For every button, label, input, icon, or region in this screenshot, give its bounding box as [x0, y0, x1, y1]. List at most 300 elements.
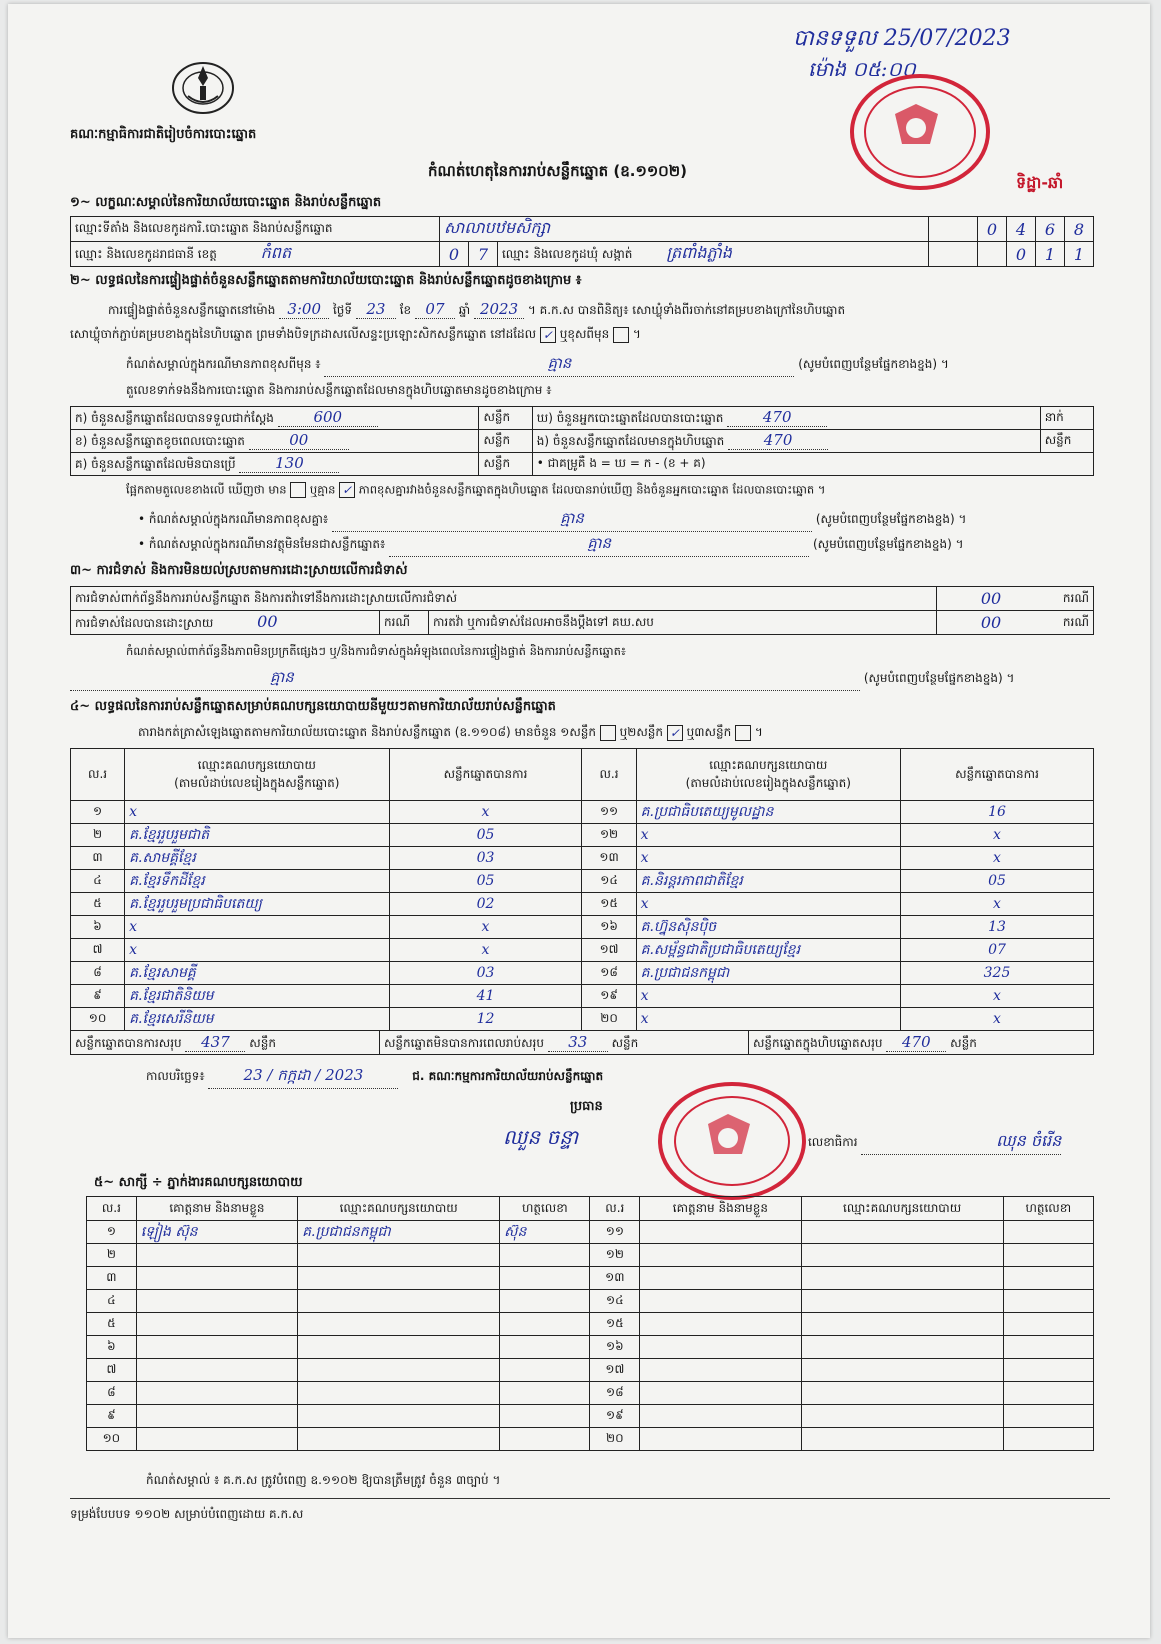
witness-signature[interactable] — [1003, 1428, 1093, 1451]
party-number: ៤ — [71, 870, 125, 893]
witness-number: ១៩ — [590, 1405, 640, 1428]
party-number: ១១ — [582, 801, 636, 824]
fill-hint: (សូមបំពេញបន្ថែមផ្នែកខាងខ្នង) ។ — [798, 357, 949, 371]
witness-number: ៧ — [87, 1359, 137, 1382]
month-label: ខែ — [399, 303, 412, 317]
party-name: x — [125, 939, 389, 962]
table-row — [87, 1428, 1094, 1451]
table-row — [87, 1313, 1094, 1336]
party-name: គ.ខ្មែររួបរួមជាតិ — [125, 824, 389, 847]
witness-signature[interactable] — [500, 1405, 590, 1428]
unit: សន្លឹក — [479, 430, 532, 453]
table-row — [87, 1359, 1094, 1382]
witness-party[interactable] — [298, 1290, 500, 1313]
witness-signature[interactable] — [1003, 1290, 1093, 1313]
foreign-object-note-value: គ្មាន — [389, 534, 809, 557]
witness-number: ២ — [87, 1244, 137, 1267]
witness-number: ៦ — [87, 1336, 137, 1359]
witness-party[interactable] — [298, 1428, 500, 1451]
spoiled-ballots-value: 00 — [249, 431, 349, 450]
period: ។ — [754, 725, 763, 739]
witness-name[interactable] — [136, 1313, 297, 1336]
seal-intact-text: សោឃ្លុំចាក់ភ្ជាប់គម្របខាងក្នុងនៃហិបឆ្នោត ព្រមទាំងបិទក្រដាសលើសន្ទះប្រឡោះសិកសន្លឹកឆ្នោត នៅដដែល — [70, 327, 537, 341]
party-number: ១៣ — [582, 847, 636, 870]
witness-name[interactable] — [136, 1359, 297, 1382]
witness-signature[interactable]: ស៊ុន — [500, 1221, 590, 1244]
party-votes: 12 — [389, 1008, 582, 1031]
commune-code-digit: 0 — [1007, 242, 1036, 267]
party-name: x — [125, 801, 389, 824]
witness-party[interactable] — [801, 1313, 1003, 1336]
party-number: ១៧ — [582, 939, 636, 962]
table-row — [87, 1290, 1094, 1313]
resolved-value: 00 — [257, 612, 278, 631]
party-votes: x — [389, 916, 582, 939]
witness-signature[interactable] — [1003, 1336, 1093, 1359]
party-votes: 13 — [901, 916, 1094, 939]
col-votes-header: សន្លឹកឆ្នោតបានការ — [901, 749, 1094, 801]
party-name: x — [636, 1008, 900, 1031]
seal-note-value: គ្មាន — [324, 354, 794, 377]
party-number: ២០ — [582, 1008, 636, 1031]
unused-ballots-value: 130 — [239, 454, 339, 473]
witness-signature[interactable] — [500, 1428, 590, 1451]
party-name: គ.ប្រជាជនកម្ពុជា — [636, 962, 900, 985]
witness-party[interactable] — [801, 1244, 1003, 1267]
witness-col-no: ល.រ — [87, 1197, 137, 1221]
party-number: ៦ — [71, 916, 125, 939]
party-number: ១ — [71, 801, 125, 824]
footer-note: កំណត់សម្គាល់ ៖ គ.ក.ស ត្រូវបំពេញ ឧ.១១០២ ឱ្យបានត្រឹមត្រូវ ចំនួន ៣ច្បាប់ ។ — [146, 1473, 501, 1487]
verification-line-1 — [108, 300, 1098, 320]
verification-year: 2023 — [474, 300, 524, 319]
witness-col-name: គោត្តនាម និងនាមខ្លួន — [136, 1197, 297, 1221]
party-number: ១៤ — [582, 870, 636, 893]
witness-col-party: ឈ្មោះគណបក្សនយោបាយ — [298, 1197, 500, 1221]
col-party-header — [636, 749, 900, 801]
witness-signature[interactable] — [500, 1244, 590, 1267]
party-name: គ.ខ្មែរសាមគ្គី — [125, 962, 389, 985]
secretary-signature: ឈុន ចំរើន — [861, 1130, 1061, 1155]
party-name: គ.ខ្មែររួបរួមប្រជាធិបតេយ្យ — [125, 893, 389, 916]
ballot-figures-table — [70, 406, 1094, 476]
table-row — [71, 870, 1094, 893]
table-row — [71, 939, 1094, 962]
party-name: x — [636, 985, 900, 1008]
witness-number: ១១ — [590, 1221, 640, 1244]
col-votes-header: សន្លឹកឆ្នោតបានការ — [389, 749, 582, 801]
witness-party[interactable] — [298, 1313, 500, 1336]
col-party-subtitle: (តាមលំដាប់លេខរៀងក្នុងសន្លឹកឆ្នោត) — [685, 775, 851, 790]
location-code-digit: 6 — [1036, 217, 1065, 242]
objections-label: ការជំទាស់ពាក់ព័ន្ធនឹងការរាប់សន្លឹកឆ្នោត និងការតវ៉ាទៅនឹងការដោះស្រាយលើការជំទាស់ — [71, 587, 937, 611]
party-number: ១២ — [582, 824, 636, 847]
witness-number: ៨ — [87, 1382, 137, 1405]
witness-party[interactable] — [801, 1405, 1003, 1428]
witness-signature[interactable] — [500, 1267, 590, 1290]
discrepancy-text: ឬគ្មាន — [309, 482, 336, 497]
secretary-label: លេខាធិការ — [808, 1135, 858, 1149]
witness-signature[interactable] — [1003, 1359, 1093, 1382]
witness-col-signature: ហត្ថលេខា — [500, 1197, 590, 1221]
received-ballots-label: ក) ចំនួនសន្លឹកឆ្នោតដែលបានទទួលជាក់ស្តែង — [75, 411, 274, 425]
party-number: ១៦ — [582, 916, 636, 939]
official-stamp-bottom — [658, 1082, 806, 1200]
date-label: កាលបរិច្ឆេទ៖ — [146, 1069, 205, 1083]
difference-note-value: គ្មាន — [332, 509, 812, 532]
verification-text: ការផ្ទៀងផ្ទាត់ចំនួនសន្លឹកឆ្នោតនៅម៉ោង — [108, 303, 276, 317]
party-number: ១៩ — [582, 985, 636, 1008]
province-value: កំពត — [260, 243, 292, 262]
party-votes: 05 — [389, 824, 582, 847]
fill-hint: (សូមបំពេញបន្ថែមផ្នែកខាងខ្នង) ។ — [815, 512, 967, 526]
commune-code-digit: 1 — [1065, 242, 1094, 267]
red-stamp-note: ទិដ្ឋា-ឆាំ — [1016, 173, 1064, 192]
commune-label: ឈ្មោះ និងលេខកូដឃុំ សង្កាត់ — [502, 247, 633, 261]
location-code-digit: 8 — [1065, 217, 1094, 242]
witness-name[interactable] — [640, 1359, 801, 1382]
witness-number: ២០ — [590, 1428, 640, 1451]
witness-name[interactable]: ឡៀង ស៊ុន — [136, 1221, 297, 1244]
witness-name[interactable] — [136, 1428, 297, 1451]
witness-party[interactable] — [801, 1428, 1003, 1451]
col-party-header — [125, 749, 389, 801]
province-label: ឈ្មោះ និងលេខកូដរាជធានី ខេត្ត — [75, 247, 217, 261]
table-row — [71, 962, 1094, 985]
section-4-heading: ៤~ លទ្ធផលនៃការរាប់សន្លឹកឆ្នោតសម្រាប់គណបក្សនយោបាយនីមួយៗតាមការិយាល័យរាប់សន្លឹកឆ្នោត — [70, 699, 556, 714]
table-row — [87, 1244, 1094, 1267]
discrepancy-text: ភាពខុសគ្នារវាងចំនួនសន្លឹកឆ្នោតក្នុងហិបឆ្នោត ដែលបានរាប់ឃើញ និងចំនួនអ្នកបោះឆ្នោត ដែលបានបោះឆ្នោត ។ — [358, 482, 826, 497]
chair-label: ប្រធាន — [570, 1099, 603, 1114]
received-note-line1: បានទទួល 25/07/2023 — [793, 26, 1011, 51]
party-votes: 02 — [389, 893, 582, 916]
seal-note-label: កំណត់សម្គាល់ក្នុងករណីមានភាពខុសពីមុន ៖ — [126, 357, 321, 371]
commune-value: ត្រពាំងភ្លាំង — [666, 243, 732, 262]
location-code-digit: 0 — [978, 217, 1007, 242]
party-number: ៨ — [71, 962, 125, 985]
table-row — [71, 801, 1094, 824]
party-name: គ.ខ្មែរទឹកដីខ្មែរ — [125, 870, 389, 893]
party-number: ៧ — [71, 939, 125, 962]
table-row — [71, 916, 1094, 939]
valid-total-label: សន្លឹកឆ្នោតបានការសរុប — [75, 1035, 182, 1050]
witness-name[interactable] — [640, 1290, 801, 1313]
party-number: ២ — [71, 824, 125, 847]
three-sheets-checkbox[interactable] — [735, 725, 751, 741]
witness-number: ១០ — [87, 1428, 137, 1451]
witness-table — [86, 1196, 1094, 1451]
totals-table — [70, 1030, 1094, 1055]
table-row — [87, 1336, 1094, 1359]
party-number: ៣ — [71, 847, 125, 870]
party-number: ១៨ — [582, 962, 636, 985]
tally-sheet-text: ឬ២សន្លឹក — [619, 725, 664, 739]
date-value: 23 / កក្កដា / 2023 — [208, 1066, 398, 1089]
nec-emblem-icon — [168, 56, 238, 116]
difference-note-label: • កំណត់សម្គាល់ក្នុងករណីមានភាពខុសគ្នា៖ — [138, 512, 329, 526]
party-votes: x — [901, 824, 1094, 847]
section-5-heading: ៥~ សាក្សី ÷ ភ្នាក់ងារគណបក្សនយោបាយ — [94, 1175, 303, 1190]
party-votes: 07 — [901, 939, 1094, 962]
unit: សន្លឹក — [950, 1035, 977, 1050]
col-party-subtitle: (តាមលំដាប់លេខរៀងក្នុងសន្លឹកឆ្នោត) — [174, 775, 340, 790]
official-stamp-top — [850, 74, 990, 190]
party-number: ៩ — [71, 985, 125, 1008]
unit: ករណី — [380, 611, 429, 635]
table-row — [87, 1405, 1094, 1428]
witness-signature[interactable] — [1003, 1313, 1093, 1336]
witness-number: ១៣ — [590, 1267, 640, 1290]
party-votes: 16 — [901, 801, 1094, 824]
section-1-table — [70, 216, 1094, 267]
party-number: ១០ — [71, 1008, 125, 1031]
foreign-object-note-line — [138, 534, 964, 557]
verification-text: ។ គ.ក.ស បានពិនិត្យ៖ សោឃ្លុំទាំងពីរចាក់នៅគម្របខាងក្រៅនៃហិបឆ្នោត — [527, 303, 846, 317]
verification-line-2 — [70, 326, 641, 344]
irregularity-note: កំណត់សម្គាល់ពាក់ព័ន្ធនឹងភាពមិនប្រក្រតីផ្សេងៗ ឬ/និងការជំទាស់ក្នុងអំឡុងពេលនៃការផ្ទៀងផ្ទាត់ និងការរាប់សន្លឹកឆ្នោត៖ — [126, 644, 626, 658]
form-footer: ទម្រង់បែបបទ ១១០២ សម្រាប់បំពេញដោយ គ.ក.ស — [70, 1507, 304, 1521]
witness-signature[interactable] — [500, 1313, 590, 1336]
col-no-header: ល.រ — [71, 749, 125, 801]
section-2-heading: ២~ លទ្ធផលនៃការផ្ទៀងផ្ទាត់ចំនួនសន្លឹកឆ្នោតតាមការិយាល័យបោះឆ្នោត និងរាប់សន្លឹកឆ្នោតដូចខាងក្រោម ៖ — [70, 273, 582, 288]
witness-number: ១៤ — [590, 1290, 640, 1313]
party-votes: 325 — [901, 962, 1094, 985]
unit: សន្លឹក — [249, 1035, 276, 1050]
witness-party[interactable] — [298, 1244, 500, 1267]
party-votes: 05 — [901, 870, 1094, 893]
party-votes: x — [901, 893, 1094, 916]
witness-party[interactable] — [298, 1359, 500, 1382]
witness-number: ៤ — [87, 1290, 137, 1313]
resolved-label: ការជំទាស់ដែលបានដោះស្រាយ — [75, 616, 214, 630]
witness-party[interactable] — [298, 1267, 500, 1290]
table-row — [71, 985, 1094, 1008]
witness-number: ៣ — [87, 1267, 137, 1290]
party-votes: 05 — [389, 870, 582, 893]
voters-value: 470 — [727, 408, 827, 427]
witness-name[interactable] — [136, 1244, 297, 1267]
location-value: សាលាបឋមសិក្សា — [440, 217, 929, 242]
party-name: គ.សម្ព័ន្ធជាតិប្រជាធិបតេយ្យខ្មែរ — [636, 939, 900, 962]
witness-number: ១៧ — [590, 1359, 640, 1382]
party-name: x — [636, 847, 900, 870]
witness-signature[interactable] — [500, 1382, 590, 1405]
witness-number: ១៦ — [590, 1336, 640, 1359]
party-votes: x — [901, 1008, 1094, 1031]
party-results-table — [70, 748, 1094, 1031]
witness-name[interactable] — [640, 1313, 801, 1336]
unit: សន្លឹក — [479, 407, 532, 430]
party-name: គ.សាមគ្គីខ្មែរ — [125, 847, 389, 870]
section-1-heading: ១~ លក្ខណៈសម្គាល់នៃការិយាល័យបោះឆ្នោត និងរាប់សន្លឹកឆ្នោត — [70, 195, 382, 210]
unit: ករណី — [1045, 611, 1094, 635]
unit: នាក់ — [1040, 407, 1093, 430]
ballots-in-box-value: 470 — [728, 431, 828, 450]
party-name: គ.ប្រជាធិបតេយ្យមូលដ្ឋាន — [636, 801, 900, 824]
party-name: គ.ខ្មែរសេរីនិយម — [125, 1008, 389, 1031]
party-name: x — [125, 916, 389, 939]
witness-name[interactable] — [640, 1382, 801, 1405]
discrepancy-line — [126, 482, 825, 500]
seal-intact-checkbox[interactable]: ✓ — [540, 327, 556, 343]
section-3-heading: ៣~ ការជំទាស់ និងការមិនយល់ស្របតាមការដោះស្រាយលើការជំទាស់ — [70, 563, 408, 578]
witness-signature[interactable] — [500, 1290, 590, 1313]
province-code-digit: 0 — [440, 242, 469, 267]
invalid-total-value: 33 — [548, 1033, 608, 1052]
witness-col-party: ឈ្មោះគណបក្សនយោបាយ — [801, 1197, 1003, 1221]
witness-name[interactable] — [640, 1336, 801, 1359]
seal-note-line — [126, 354, 949, 377]
voters-label: ឃ) ចំនួនអ្នកបោះឆ្នោតដែលបានបោះឆ្នោត — [536, 411, 724, 425]
witness-party[interactable]: គ.ប្រជាជនកម្ពុជា — [298, 1221, 500, 1244]
tally-sheet-text: តារាងកត់ត្រាសំឡេងឆ្នោតតាមការិយាល័យបោះឆ្នោត និងរាប់សន្លឹកឆ្នោត (ឧ.១១០៨) មានចំនួន ១សន្លឹក — [138, 725, 596, 739]
period: ។ — [632, 327, 641, 341]
province-code-digit: 7 — [469, 242, 498, 267]
witness-name[interactable] — [640, 1428, 801, 1451]
witness-name[interactable] — [640, 1221, 801, 1244]
spoiled-ballots-label: ខ) ចំនួនសន្លឹកឆ្នោតខូចពេលបោះឆ្នោត — [75, 434, 245, 448]
party-name: x — [636, 824, 900, 847]
committee-label: ជ. គណៈកម្មការការិយាល័យរាប់សន្លឹកឆ្នោត — [412, 1069, 604, 1083]
appeal-label: ការតវ៉ា ឬការជំទាស់ដែលអាចនឹងប្តឹងទៅ គឃ.សប — [429, 611, 937, 635]
unit: សន្លឹក — [479, 453, 532, 476]
witness-number: ៥ — [87, 1313, 137, 1336]
one-sheet-checkbox[interactable] — [600, 725, 616, 741]
tally-sheet-line — [138, 724, 763, 742]
two-sheets-checkbox[interactable]: ✓ — [667, 725, 683, 741]
appeal-value: 00 — [937, 611, 1046, 635]
table-row — [71, 893, 1094, 916]
foreign-object-note-label: • កំណត់សម្គាល់ក្នុងករណីមានវត្ថុមិនមែនជាសន្លឹកឆ្នោត៖ — [138, 537, 386, 551]
witness-party[interactable] — [801, 1359, 1003, 1382]
irregularity-note-value: គ្មាន — [70, 668, 860, 691]
irregularity-note-line — [70, 668, 1014, 691]
fill-hint: (សូមបំពេញបន្ថែមផ្នែកខាងខ្នង) ។ — [863, 671, 1015, 685]
discrepancy-no-checkbox[interactable]: ✓ — [339, 482, 355, 498]
witness-name[interactable] — [640, 1267, 801, 1290]
witness-party[interactable] — [801, 1382, 1003, 1405]
party-votes: 41 — [389, 985, 582, 1008]
party-votes: 03 — [389, 847, 582, 870]
box-total-label: សន្លឹកឆ្នោតក្នុងហិបឆ្នោតសរុប — [753, 1035, 883, 1050]
verification-day: 23 — [356, 300, 396, 319]
witness-party[interactable] — [298, 1336, 500, 1359]
witness-signature[interactable] — [1003, 1382, 1093, 1405]
unit: សន្លឹក — [611, 1035, 639, 1050]
objections-table — [70, 586, 1094, 635]
unit: សន្លឹក — [1040, 430, 1093, 453]
witness-col-no: ល.រ — [590, 1197, 640, 1221]
org-name: គណៈកម្មាធិការជាតិរៀបចំការបោះឆ្នោត — [70, 127, 257, 142]
witness-name[interactable] — [640, 1405, 801, 1428]
witness-name[interactable] — [136, 1336, 297, 1359]
figures-intro: តួលេខទាក់ទងនឹងការបោះឆ្នោត និងការរាប់សន្លឹកឆ្នោតដែលមានក្នុងហិបឆ្នោតមានដូចខាងក្រោម ៖ — [126, 383, 552, 397]
witness-number: ១៨ — [590, 1382, 640, 1405]
table-row — [87, 1221, 1094, 1244]
table-row — [71, 847, 1094, 870]
witness-party[interactable] — [801, 1336, 1003, 1359]
witness-party[interactable] — [298, 1382, 500, 1405]
received-ballots-value: 600 — [278, 408, 378, 427]
formula-text: • ជាគម្រូគឺ ង = ឃ = ក - (ខ + គ) — [532, 453, 1093, 476]
witness-signature[interactable] — [500, 1359, 590, 1382]
commune-code-digit: 1 — [1036, 242, 1065, 267]
seal-changed-checkbox[interactable] — [613, 327, 629, 343]
difference-note-line — [138, 509, 966, 532]
valid-total-value: 437 — [185, 1033, 245, 1052]
location-label: ឈ្មោះទីតាំង និងលេខកូដការិ.បោះឆ្នោត និងរាប់សន្លឹកឆ្នោត — [71, 217, 440, 242]
unused-ballots-label: គ) ចំនួនសន្លឹកឆ្នោតដែលមិនបានប្រើ — [75, 457, 236, 471]
secretary-line — [808, 1130, 1061, 1155]
party-votes: x — [389, 939, 582, 962]
witness-party[interactable] — [298, 1405, 500, 1428]
witness-name[interactable] — [640, 1244, 801, 1267]
table-row — [87, 1267, 1094, 1290]
party-name: x — [636, 893, 900, 916]
party-name: គ.ខ្មែរជាតិនិយម — [125, 985, 389, 1008]
witness-party[interactable] — [801, 1290, 1003, 1313]
seal-changed-text: ឬខុសពីមុន — [559, 327, 610, 341]
discrepancy-yes-checkbox[interactable] — [290, 482, 306, 498]
witness-party[interactable] — [801, 1267, 1003, 1290]
witness-number: ១ — [87, 1221, 137, 1244]
tally-sheet-text: ឬ៣សន្លឹក — [686, 725, 732, 739]
col-party-title: ឈ្មោះគណបក្សនយោបាយ — [197, 757, 316, 772]
witness-number: ១២ — [590, 1244, 640, 1267]
discrepancy-text: ផ្អែកតាមតួលេខខាងលើ ឃើញថា មាន — [126, 482, 287, 497]
ballots-in-box-label: ង) ចំនួនសន្លឹកឆ្នោតដែលមានក្នុងហិបឆ្នោត — [536, 434, 725, 448]
witness-signature[interactable] — [500, 1336, 590, 1359]
box-total-value: 470 — [886, 1033, 946, 1052]
col-no-header: ល.រ — [582, 749, 636, 801]
witness-col-signature: ហត្ថលេខា — [1003, 1197, 1093, 1221]
witness-number: ១៥ — [590, 1313, 640, 1336]
witness-name[interactable] — [136, 1267, 297, 1290]
objections-value: 00 — [937, 587, 1046, 611]
chair-signature: ឈួន ចន្ទា — [503, 1125, 579, 1149]
day-label: ថ្ងៃទី — [333, 303, 353, 317]
witness-signature[interactable] — [1003, 1244, 1093, 1267]
witness-party[interactable] — [801, 1221, 1003, 1244]
party-number: ១៥ — [582, 893, 636, 916]
party-votes: 03 — [389, 962, 582, 985]
party-name: គ.ហ្វ៊ុនស៊ិនប៉ិច — [636, 916, 900, 939]
footer-divider — [70, 1498, 1110, 1499]
party-votes: x — [901, 985, 1094, 1008]
witness-name[interactable] — [136, 1405, 297, 1428]
verification-month: 07 — [415, 300, 455, 319]
invalid-total-label: សន្លឹកឆ្នោតមិនបានការពេលរាប់សរុប — [384, 1035, 544, 1050]
verification-time: 3:00 — [279, 300, 329, 319]
witness-signature[interactable] — [1003, 1405, 1093, 1428]
party-votes: x — [901, 847, 1094, 870]
witness-name[interactable] — [136, 1290, 297, 1313]
party-name: គ.និរន្តរភាពជាតិខ្មែរ — [636, 870, 900, 893]
table-row — [71, 1008, 1094, 1031]
witness-name[interactable] — [136, 1382, 297, 1405]
witness-number: ៩ — [87, 1405, 137, 1428]
date-committee-line — [146, 1066, 603, 1089]
witness-signature[interactable] — [1003, 1221, 1093, 1244]
table-row — [71, 824, 1094, 847]
location-code-digit: 4 — [1007, 217, 1036, 242]
party-number: ៥ — [71, 893, 125, 916]
party-votes: x — [389, 801, 582, 824]
fill-hint: (សូមបំពេញបន្ថែមផ្នែកខាងខ្នង) ។ — [812, 537, 964, 551]
col-party-title: ឈ្មោះគណបក្សនយោបាយ — [709, 757, 828, 772]
table-row — [87, 1382, 1094, 1405]
witness-signature[interactable] — [1003, 1267, 1093, 1290]
